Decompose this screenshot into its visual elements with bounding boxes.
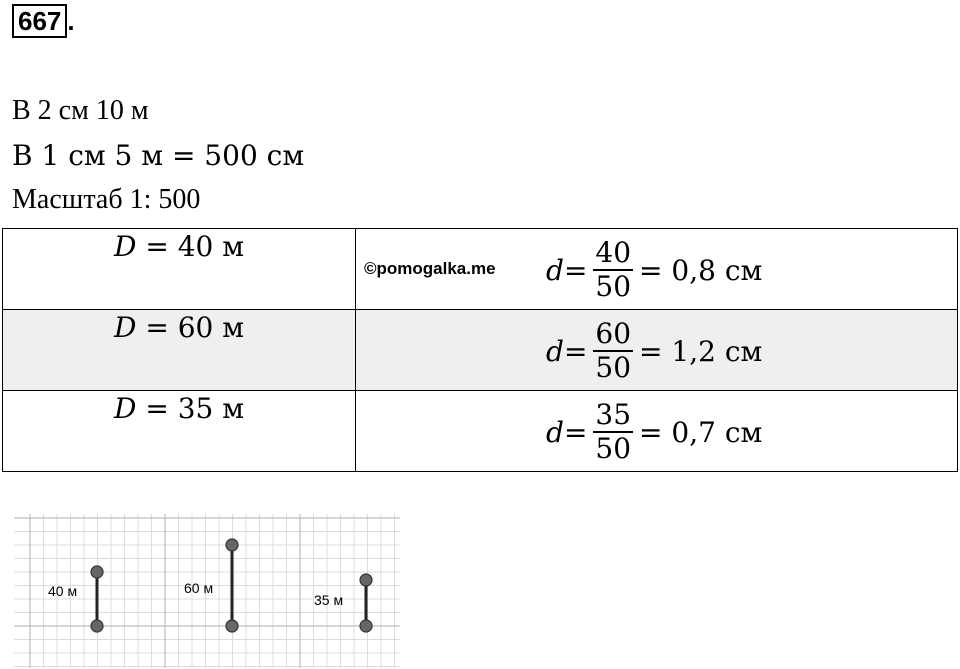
table-row [3,229,958,310]
segment-endpoint [360,574,372,586]
table-row [3,391,958,472]
solution-line-2: В 1 см 5 м = 500 см [12,139,305,172]
real-distance-cell: D = 35 м [3,391,356,472]
real-distance-cell: D = 60 м [3,310,356,391]
problem-number: 667 . [12,4,75,38]
fraction: $\frac{40}{50}$ [595,236,632,303]
watermark: ©pomogalka.me [364,259,496,278]
solution-table [2,228,958,472]
segment-label: 60 м [184,580,214,596]
segment-endpoint [226,539,238,551]
fraction: $\frac{35}{50}$ [595,398,632,465]
map-distance-cell: d = $\frac{35}{50}$ = 0,7 см [356,391,958,472]
grid-figure [14,514,400,668]
solution-line-1: В 2 см 10 м [12,95,149,126]
map-distance-cell: ©pomogalka.me d = $\frac{40}{50}$ = 0,8 см [356,229,958,310]
problem-number-box: 667 [12,4,67,38]
segment-endpoint [226,620,238,632]
segment-label: 35 м [314,592,344,608]
table-row [3,310,958,391]
segment-35 [314,574,372,632]
segment-endpoint [91,566,103,578]
fraction: $\frac{60}{50}$ [595,317,632,384]
real-distance-cell: D = 40 м [3,229,356,310]
segment-endpoint [360,620,372,632]
scale-line: Масштаб 1: 500 [12,184,201,215]
segment-label: 40 м [48,583,78,599]
map-distance-cell: d = $\frac{60}{50}$ = 1,2 см [356,310,958,391]
segment-endpoint [91,620,103,632]
